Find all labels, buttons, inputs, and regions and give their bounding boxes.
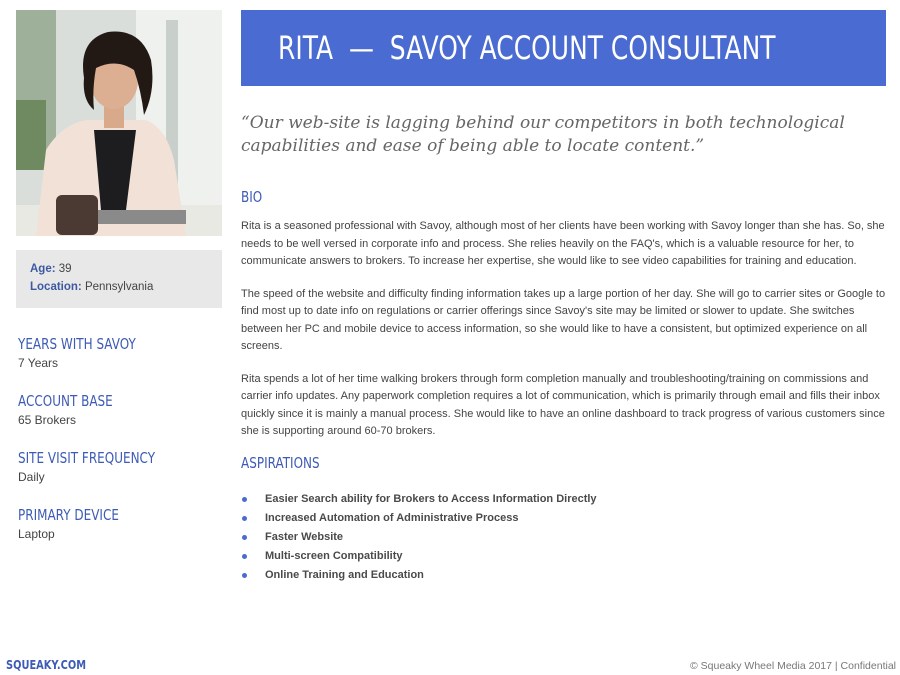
list-item xyxy=(241,511,861,530)
stat-value: 7 Years xyxy=(18,356,59,370)
location-value: Pennsylvania xyxy=(84,281,154,293)
aspiration-text: Multi-screen Compatibility xyxy=(265,550,403,562)
stat-primary-device xyxy=(18,505,228,562)
bio-section xyxy=(241,218,891,456)
bullet-icon xyxy=(242,535,247,540)
aspiration-text: Increased Automation of Administrative Process xyxy=(265,512,519,524)
profile-meta xyxy=(16,250,222,308)
stat-years-with-savoy xyxy=(18,334,228,391)
stat-value: Laptop xyxy=(18,527,55,541)
location-label: Location: xyxy=(30,281,82,293)
aspiration-text: Easier Search ability for Brokers to Access Information Directly xyxy=(265,493,597,505)
stat-account-base xyxy=(18,391,228,448)
stat-label: PRIMARY DEVICE xyxy=(18,506,119,524)
bio-paragraph: The speed of the website and difficulty finding information takes up a large portion of her day. She will go to carrier sites or Google to find most up to date info on regulations or carrier offerings since Savoy's site may be limited or slower to update. She switches between her PC and mobile device to access information, so she would like to have a consistent, but optimized experience on all screens. xyxy=(241,287,886,352)
location-row xyxy=(30,278,222,296)
stat-value: Daily xyxy=(18,470,45,484)
stat-label: SITE VISIT FREQUENCY xyxy=(18,449,156,467)
page-title: RITA — SAVOY ACCOUNT CONSULTANT xyxy=(278,29,776,67)
stat-label: YEARS WITH SAVOY xyxy=(18,335,136,353)
aspirations-list xyxy=(241,492,861,587)
list-item xyxy=(241,530,861,549)
aspiration-text: Faster Website xyxy=(265,531,344,543)
footer-copyright: © Squeaky Wheel Media 2017 | Confidential xyxy=(689,660,896,672)
title-banner xyxy=(241,10,886,86)
stat-site-visit-frequency xyxy=(18,448,228,505)
bio-paragraph: Rita spends a lot of her time walking brokers through form completion manually and troubleshooting/training on commissions and carrier info updates. Any paperwork completion requires a lot of communication, which is primarily through email and fills their inbox quickly since it is mainly a manual process. She would like to have an online dashboard to track progress of various customers since she is supporting around 60-70 brokers. xyxy=(241,372,885,437)
aspirations-heading: ASPIRATIONS xyxy=(241,454,320,472)
list-item xyxy=(241,568,861,587)
bio-paragraph: Rita is a seasoned professional with Savoy, although most of her clients have been working with Savoy longer than she has. So, she needs to be well versed in corporate info and process. She relies heavily on the FAQ's, which is a valuable resource for her, to communicate answers to brokers. To increase her expertise, she would like to see video capabilities for training and education. xyxy=(241,220,885,267)
bullet-icon xyxy=(242,573,247,578)
stat-label: ACCOUNT BASE xyxy=(18,392,113,410)
persona-quote: “Our web-site is lagging behind our competitors in both technological capabilities and ease of being able to locate content.” xyxy=(241,113,845,156)
persona-stats xyxy=(18,334,228,562)
aspiration-text: Online Training and Education xyxy=(265,569,424,581)
stat-value: 65 Brokers xyxy=(18,413,77,427)
list-item xyxy=(241,492,861,511)
age-value: 39 xyxy=(58,263,72,275)
bullet-icon xyxy=(242,497,247,502)
bio-heading: BIO xyxy=(241,188,263,206)
footer-brand: SQUEAKY.COM xyxy=(6,658,87,672)
age-label: Age: xyxy=(30,263,56,275)
age-row xyxy=(30,260,222,278)
bullet-icon xyxy=(242,554,247,559)
bullet-icon xyxy=(242,516,247,521)
persona-photo xyxy=(16,10,222,236)
list-item xyxy=(241,549,861,568)
